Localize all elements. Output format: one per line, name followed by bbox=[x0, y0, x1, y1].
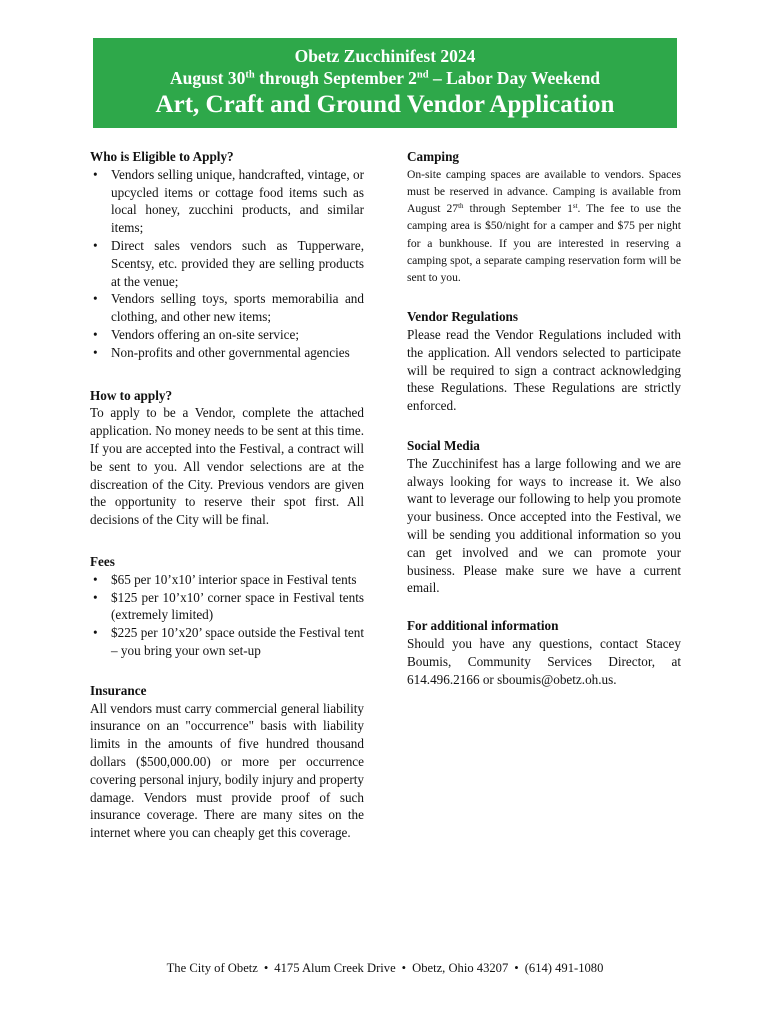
eligibility-heading: Who is Eligible to Apply? bbox=[90, 149, 234, 164]
regulations-heading: Vendor Regulations bbox=[407, 309, 519, 325]
insurance-text: All vendors must carry commercial general liability insurance on an "occurrence" basis with liability limits in the amounts of five hundred thousand dollars ($500,000.00) or more per occurrence covering personal injury, bodily injury and property damage. Vendors must provide proof of such insurance coverage. There are many sites on the internet where you can cheaply get this coverage. bbox=[90, 700, 364, 841]
list-item: • Direct sales vendors such as Tupperware, Scentsy, etc. provided they are selling products at the venue; bbox=[90, 237, 364, 290]
event-dates: August 30th through September 2nd – Labor Day Weekend bbox=[169, 68, 601, 88]
fees-section bbox=[90, 553, 364, 660]
social-media-section bbox=[407, 437, 681, 597]
footer-address: 4175 Alum Creek Drive bbox=[274, 961, 396, 975]
social-media-heading: Social Media bbox=[407, 438, 480, 453]
insurance-heading: Insurance bbox=[90, 682, 147, 698]
fees-heading: Fees bbox=[90, 553, 115, 569]
how-to-apply-text: To apply to be a Vendor, complete the attached application. No money needs to be sent at this time. If you are accepted into the Festival, a contract will be sent to you. All vendor selections are at the discreation of the City. Previous vendors are given the opportunity to reserve their spot first. All decisions of the City will be final. bbox=[90, 405, 364, 528]
fees-list bbox=[90, 571, 364, 660]
header-banner bbox=[93, 38, 677, 128]
additional-info-section bbox=[407, 617, 681, 688]
page-title: Art, Craft and Ground Vendor Application bbox=[155, 91, 615, 118]
bullet-separator: • bbox=[514, 961, 519, 975]
additional-info-heading: For additional information bbox=[407, 618, 559, 634]
list-item: • Non-profits and other governmental agencies bbox=[90, 344, 364, 362]
right-column bbox=[407, 148, 681, 705]
how-to-apply-section bbox=[90, 387, 364, 529]
camping-text: On-site camping spaces are available to vendors. Spaces must be reserved in advance. Camping is available from August 27th through September 1st. The fee to use the camping area is $50/night for a camper and $75 per night for a bunkhouse. If you are interested in reserving a camping spot, a separate camping reservation form will be sent to you. bbox=[407, 167, 681, 285]
eligibility-section bbox=[90, 148, 364, 362]
how-to-apply-heading: How to apply? bbox=[90, 387, 173, 403]
bullet-separator: • bbox=[401, 961, 407, 975]
event-name: Obetz Zucchinifest 2024 bbox=[294, 46, 476, 66]
list-item: • Vendors offering an on-site service; bbox=[90, 326, 364, 344]
eligibility-list bbox=[90, 166, 364, 362]
bullet-separator: • bbox=[263, 961, 269, 975]
list-item: • Vendors selling unique, handcrafted, vintage, or upcycled items or cottage food items such as local honey, zucchini products, and similar items; bbox=[90, 166, 364, 237]
footer-city: The City of Obetz bbox=[166, 961, 258, 975]
regulations-section bbox=[407, 308, 681, 415]
list-item: • Vendors selling toys, sports memorabilia and clothing, and other new items; bbox=[90, 290, 364, 326]
footer bbox=[0, 961, 770, 976]
list-item: • $125 per 10’x10’ corner space in Festival tents (extremely limited) bbox=[90, 589, 364, 625]
insurance-section bbox=[90, 682, 364, 842]
social-media-text: The Zucchinifest has a large following and we are always looking for ways to increase it. We also want to leverage our following to help you promote your business. Once accepted into the Festival, we will be sending you additional information so you can get involved and we can promote your business. Please make sure we have a current email. bbox=[407, 455, 681, 596]
footer-phone: (614) 491-1080 bbox=[524, 961, 604, 975]
footer-location: Obetz, Ohio 43207 bbox=[412, 961, 509, 975]
list-item: • $65 per 10’x10’ interior space in Festival tents bbox=[90, 571, 364, 589]
left-column bbox=[90, 148, 364, 859]
regulations-text: Please read the Vendor Regulations included with the application. All vendors selected to participate will be required to sign a contract acknowledging these Regulations. These Regulations are strictly enforced. bbox=[407, 327, 681, 414]
camping-section bbox=[407, 148, 681, 286]
camping-heading: Camping bbox=[407, 149, 460, 164]
additional-info-text: Should you have any questions, contact Stacey Boumis, Community Services Director, at 614.496.2166 or sboumis@obetz.oh.us. bbox=[407, 635, 681, 687]
list-item: • $225 per 10’x20’ space outside the Festival tent – you bring your own set-up bbox=[90, 624, 364, 660]
